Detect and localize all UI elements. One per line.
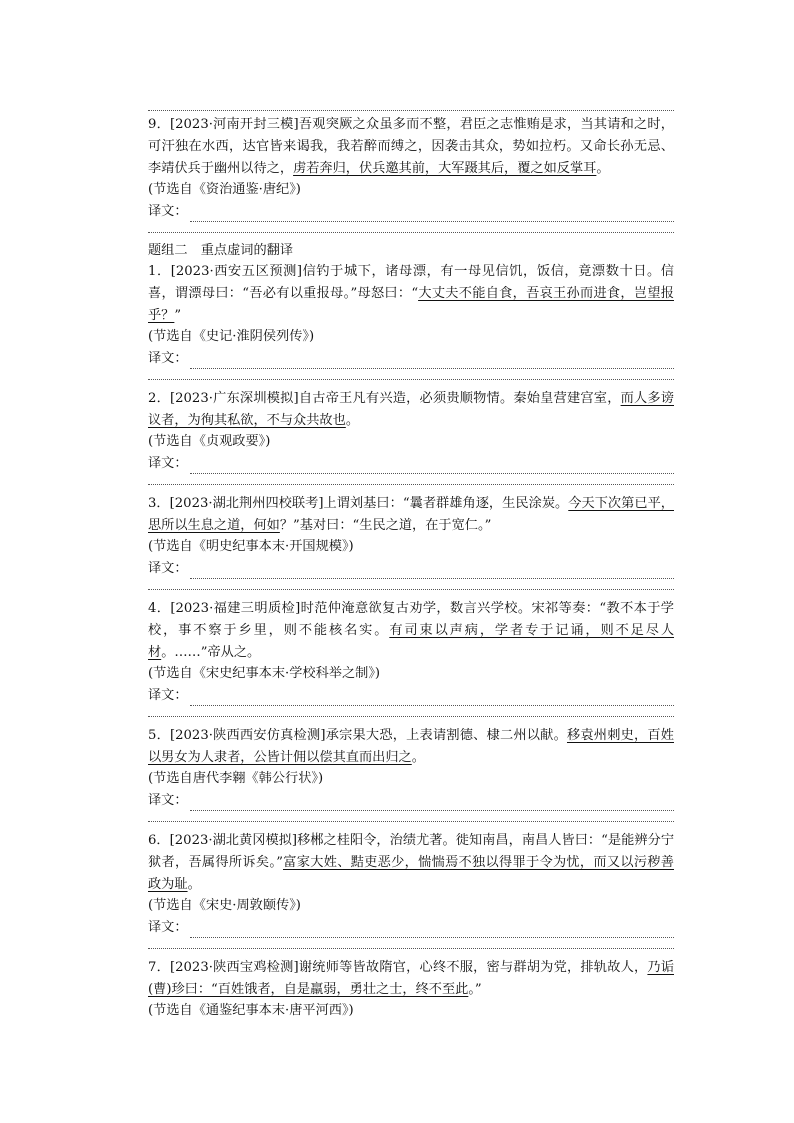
translation-row — [148, 918, 674, 938]
passage-text: 1．[2023·西安五区预测]信钓于城下，诸母漂，有一母见信饥，饭信，竟漂数十日。信喜，谓漂母曰：“吾必有以重报母。”母怒曰：“ — [148, 264, 674, 301]
answer-line[interactable] — [148, 821, 674, 822]
passage-text: 2．[2023·广东深圳模拟]自古帝王凡有兴造，必须贵顺物情。秦始皇营建宫室， — [148, 391, 621, 406]
translation-row — [148, 791, 674, 811]
translation-row — [148, 454, 674, 474]
worksheet-page — [148, 100, 674, 1021]
answer-line[interactable] — [148, 379, 674, 380]
question-source: (节选自《明史纪事本末·开国规模》) — [148, 539, 354, 554]
translation-label: 译文： — [148, 204, 188, 219]
passage-text: 。” — [468, 982, 482, 997]
question-item — [148, 388, 674, 485]
question-source: (节选自唐代李翱《韩公行状》) — [148, 771, 324, 786]
passage-text: 4．[2023·福建三明质检]时范仲淹意欲复古劝学，数言兴学校。宋祁等奏：“教不本于学校，事不察于乡里，则不能核名实。 — [148, 601, 674, 638]
question-source: (节选自《宋史·周敦颐传》) — [148, 898, 301, 913]
question-passage — [148, 388, 674, 432]
passage-text: 。 — [411, 750, 425, 765]
translation-label: 译文： — [148, 561, 188, 576]
translation-answer-line[interactable] — [190, 209, 674, 222]
question-item — [148, 830, 674, 949]
passage-text: 6．[2023·湖北黄冈模拟]移郴之桂阳令，治绩尤著。徙知南昌，南昌人皆曰：“是能辨分宁狱者，吾属得所诉矣。” — [148, 833, 674, 870]
question-passage — [148, 725, 674, 769]
translation-row — [148, 349, 674, 369]
question-passage — [148, 598, 674, 664]
underlined-sentence: 富家大姓、黠吏恶少，惴惴焉不独以得罪于令为忧，而又以污秽善政为耻 — [148, 855, 674, 892]
underlined-sentence: 有司束以声病，学者专于记诵，则不足尽人材 — [148, 623, 675, 660]
translation-label: 译文： — [148, 351, 188, 366]
passage-text: 。……”帝从之。 — [161, 645, 261, 660]
passage-text: ？”基对曰：“生民之道，在于宽仁。” — [279, 518, 492, 533]
translation-label: 译文： — [148, 456, 188, 471]
question-source: (节选自《贞观政要》) — [148, 434, 271, 449]
translation-label: 译文： — [148, 920, 188, 935]
underlined-sentence: 移袁州刺史，百姓以男女为人隶者，公皆计佣以偿其直而出归之 — [148, 728, 674, 765]
question-passage — [148, 493, 674, 537]
underlined-sentence: 而人多谤议者，为徇其私欲，不与众共故也 — [148, 391, 674, 428]
underlined-sentence: 大丈夫不能自食，吾哀王孙而进食，岂望报乎？ — [148, 286, 674, 323]
answer-line[interactable] — [148, 948, 674, 949]
question-source: (节选自《史记·淮阴侯列传》) — [148, 329, 315, 344]
passage-text: 。 — [345, 413, 359, 428]
passage-text: 7．[2023·陕西宝鸡检测]谢统师等皆故隋官，心终不服，密与群胡为党，排轨故人， — [148, 960, 648, 975]
passage-text: 。 — [596, 161, 610, 176]
question-9 — [148, 114, 674, 233]
underlined-sentence: 今天下次第已平，思所以生息之道，何如 — [148, 496, 674, 533]
passage-text: 3．[2023·湖北荆州四校联考]上谓刘基曰：“曩者群雄角逐，生民涂炭。 — [148, 496, 569, 511]
answer-line — [148, 110, 674, 111]
question-item — [148, 261, 674, 380]
question-9-passage — [148, 114, 674, 180]
passage-text: 5．[2023·陕西西安仿真检测]承宗果大恐，上表请割德、棣二州以献。 — [148, 728, 567, 743]
underlined-sentence: 乃诟(曹)珍曰：“百姓饿者，自是羸弱，勇壮之士，终不至此 — [148, 960, 674, 997]
translation-answer-line[interactable] — [190, 693, 674, 706]
passage-text: 9．[2023·河南开封三模]吾观突厥之众虽多而不整，君臣之志惟贿是求，当其请和之时，可汗独在水西，达官皆来谒我，我若醉而缚之，因袭击其众，势如拉朽。又命长孙无忌、李靖伏兵于幽州以待之， — [148, 117, 674, 176]
question-item — [148, 725, 674, 822]
question-passage — [148, 957, 674, 1001]
translation-answer-line[interactable] — [190, 356, 674, 369]
translation-answer-line[interactable] — [190, 461, 674, 474]
translation-label: 译文： — [148, 688, 188, 703]
passage-text: ” — [174, 308, 182, 323]
question-source: (节选自《宋史纪事本末·学校科举之制》) — [148, 666, 381, 681]
question-passage — [148, 261, 674, 327]
translation-answer-line[interactable] — [190, 798, 674, 811]
translation-row — [148, 202, 674, 222]
answer-line[interactable] — [148, 589, 674, 590]
underlined-sentence: 虏若奔归，伏兵邀其前，大军蹑其后，覆之如反掌耳 — [293, 161, 597, 176]
question-item — [148, 957, 674, 1021]
translation-row — [148, 686, 674, 706]
question-list — [148, 261, 674, 1021]
question-source: (节选自《通鉴纪事本末·唐平河西》) — [148, 1003, 354, 1018]
section-heading: 题组二 重点虚词的翻译 — [148, 243, 294, 258]
question-item — [148, 493, 674, 590]
question-passage — [148, 830, 674, 896]
translation-row — [148, 559, 674, 579]
question-9-source: (节选自《资治通鉴·唐纪》) — [148, 182, 301, 197]
answer-line[interactable] — [148, 484, 674, 485]
translation-answer-line[interactable] — [190, 566, 674, 579]
translation-label: 译文： — [148, 793, 188, 808]
answer-line[interactable] — [148, 232, 674, 233]
passage-text: 。 — [187, 877, 201, 892]
answer-line[interactable] — [148, 716, 674, 717]
translation-answer-line[interactable] — [190, 925, 674, 938]
question-item — [148, 598, 674, 717]
